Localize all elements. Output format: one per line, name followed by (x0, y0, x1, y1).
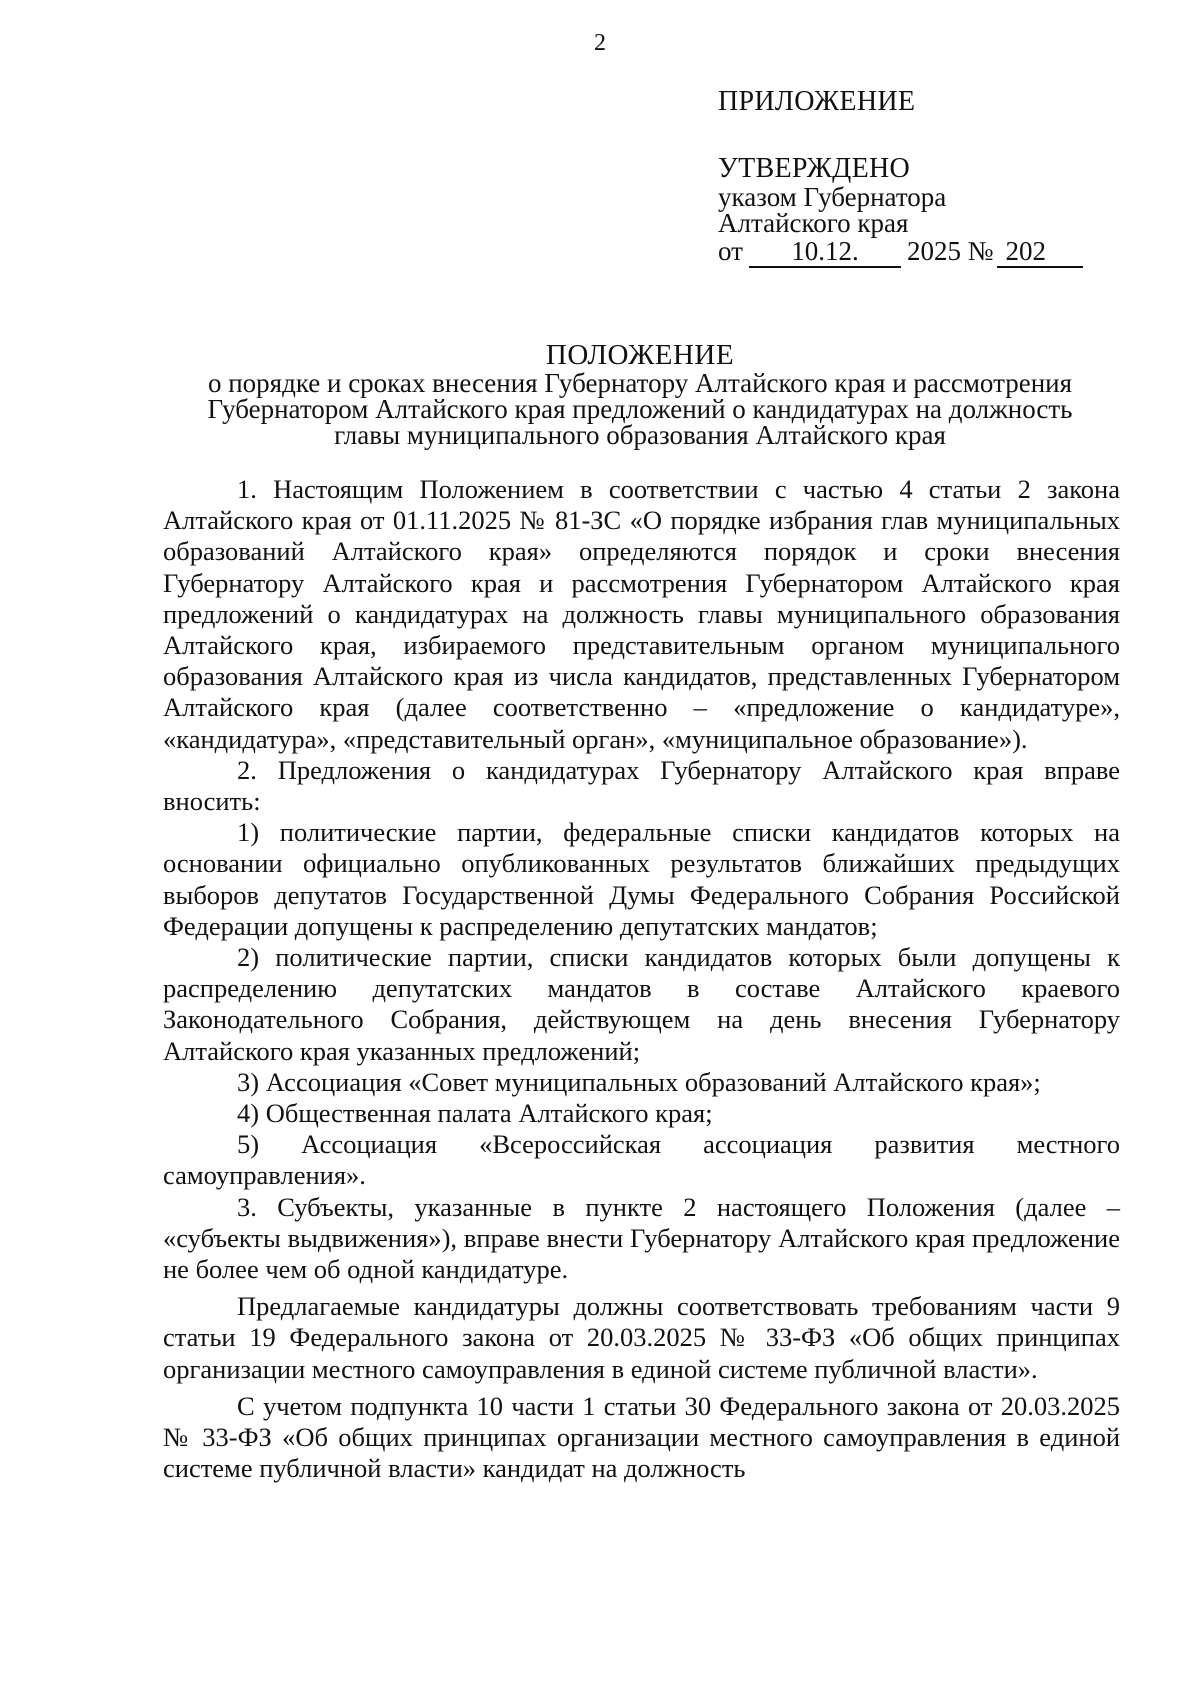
decree-date: 10.12. (749, 236, 901, 268)
paragraph-4: Предлагаемые кандидатуры должны соответствовать требованиям части 9 статьи 19 Федерального закона от 20.03.2025 № 33-ФЗ «Об общих принципах организации местного самоуправления в единой системе публичной власти». (163, 1291, 1120, 1384)
paragraph-5: С учетом подпункта 10 части 1 статьи 30 Федерального закона от 20.03.2025 № 33-ФЗ «Об общих принципах организации местного самоуправления в единой системе публичной власти» кандидат на должность (163, 1390, 1120, 1484)
document-subtitle-line-3: главы муниципального образования Алтайского края (334, 420, 946, 450)
decree-number: 202 (997, 236, 1083, 268)
list-item-3: 3) Ассоциация «Совет муниципальных образований Алтайского края»; (237, 1066, 1041, 1097)
document-body (163, 474, 1120, 1485)
approved-by-line-1: указом Губернатора (718, 182, 947, 212)
document-title-block (150, 340, 1130, 448)
list-item-5: 5) Ассоциация «Всероссийская ассоциация развития местного самоуправления». (163, 1129, 1120, 1191)
list-item-2: 2) политические партии, списки кандидатов которых были допущены к распределению депутатских мандатов в составе Алтайского краевого Законодательного Собрания, действующем на день внесения Губернатору Алтайского края указанных предложений; (163, 942, 1120, 1066)
approved-by-line-2: Алтайского края (718, 208, 909, 238)
approved-label: УТВЕРЖДЕНО (718, 153, 911, 184)
list-item-1: 1) политические партии, федеральные списки кандидатов которых на основании официально опубликованных результатов ближайших предыдущих выборов депутатов Государственной Думы Федерального Собрания Российской Федерации допущены к распределению депутатских мандатов; (163, 817, 1120, 941)
approval-block (718, 86, 1148, 268)
date-prefix: от (718, 236, 743, 266)
decree-year: 2025 № (906, 236, 994, 266)
page-number: 2 (594, 30, 606, 56)
document-subtitle-line-2: Губернатором Алтайского края предложений о кандидатурах на должность (207, 394, 1073, 424)
paragraph-3: 3. Субъекты, указанные в пункте 2 настоящего Положения (далее – «субъекты выдвижения»), вправе внести Губернатору Алтайского края предложение не более чем об одной кандидатуре. (163, 1191, 1120, 1285)
paragraph-2: 2. Предложения о кандидатурах Губернатору Алтайского края вправе вносить: (163, 754, 1120, 817)
paragraph-1: 1. Настоящим Положением в соответствии с частью 4 статьи 2 закона Алтайского края от 01.11.2025 № 81-ЗС «О порядке избрания глав муниципальных образований Алтайского края» определяются порядок и сроки внесения Губернатору Алтайского края и рассмотрения Губернатором Алтайского края предложений о кандидатурах на должность главы муниципального образования Алтайского края, избираемого представительным органом муниципального образования Алтайского края из числа кандидатов, представленных Губернатором Алтайского края (далее соответственно – «предложение о кандидатуре», «кандидатура», «представительный орган», «муниципальное образование»). (163, 474, 1120, 754)
decree-date-line (718, 236, 1148, 268)
document-subtitle-line-1: о порядке и сроках внесения Губернатору Алтайского края и рассмотрения (207, 368, 1073, 398)
appendix-label: ПРИЛОЖЕНИЕ (718, 86, 916, 117)
list-item-4: 4) Общественная палата Алтайского края; (237, 1098, 713, 1129)
document-title: ПОЛОЖЕНИЕ (545, 339, 735, 371)
